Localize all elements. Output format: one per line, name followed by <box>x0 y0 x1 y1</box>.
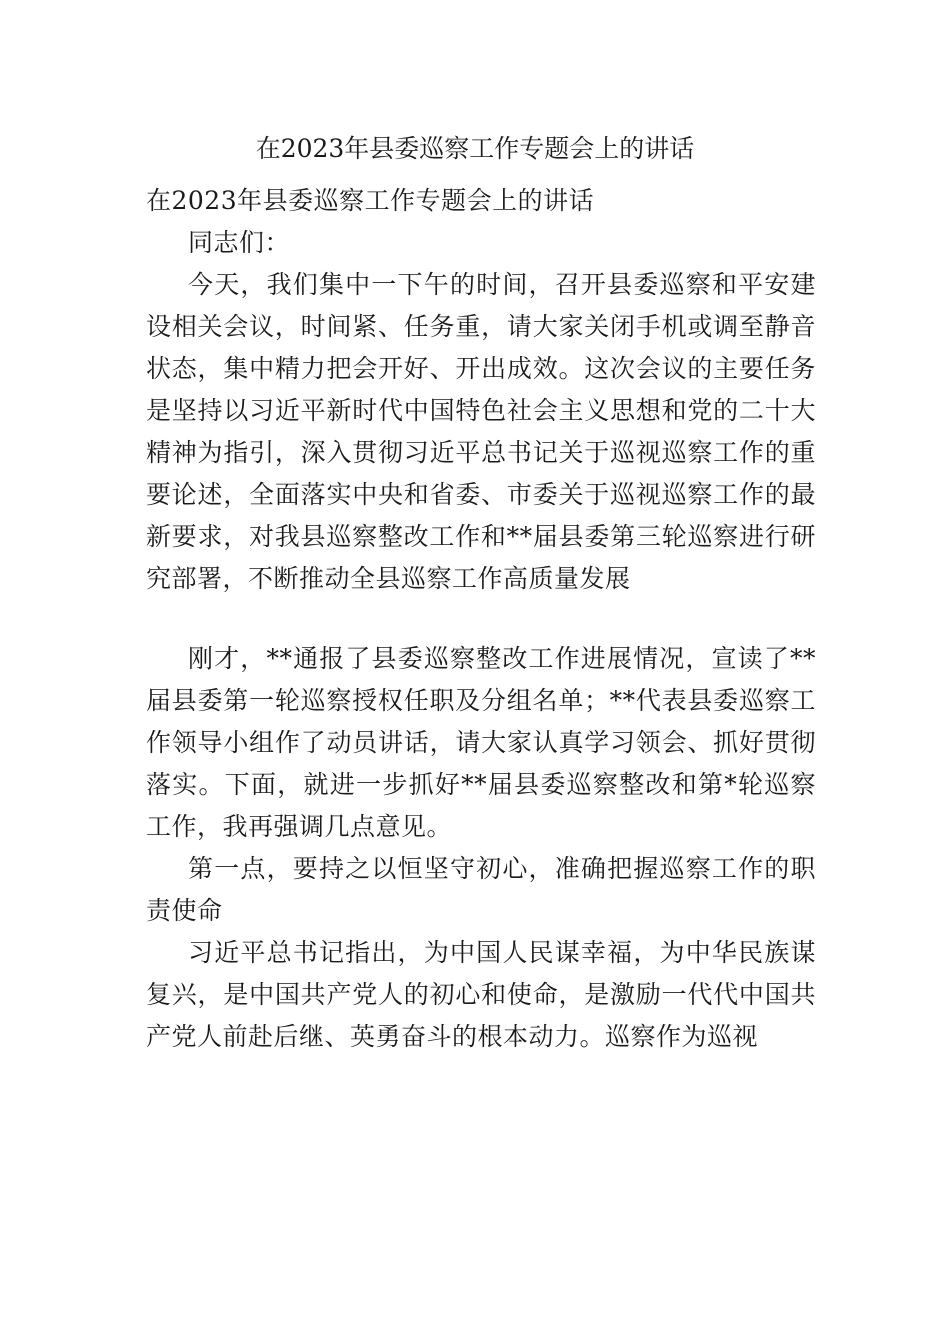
paragraph-report: 刚才，**通报了县委巡察整改工作进展情况，宣读了**届县委第一轮巡察授权任职及分组名单；**代表县委巡察工作领导小组作了动员讲话，请大家认真学习领会、抓好贯彻落实。下面，就进一步抓好**届县委巡察整改和第*轮巡察工作，我再强调几点意见。 <box>146 644 816 841</box>
document-body <box>146 180 816 1058</box>
paragraph-gap <box>146 600 816 638</box>
paragraph-opening: 今天，我们集中一下午的时间，召开县委巡察和平安建设相关会议，时间紧、任务重，请大家关闭手机或调至静音状态，集中精力把会开好、开出成效。这次会议的主要任务是坚持以习近平新时代中国特色社会主义思想和党的二十大精神为指引，深入贯彻习近平总书记关于巡视巡察工作的重要论述，全面落实中央和省委、市委关于巡视巡察工作的最新要求，对我县巡察整改工作和**届县委第三轮巡察进行研究部署，不断推动全县巡察工作高质量发展 <box>146 270 816 593</box>
section-heading-1: 第一点，要持之以恒坚守初心，准确把握巡察工作的职责使命 <box>146 854 816 925</box>
paragraph-section-1: 习近平总书记指出，为中国人民谋幸福，为中华民族谋复兴，是中国共产党人的初心和使命，是激励一代代中国共产党人前赴后继、英勇奋斗的根本动力。巡察作为巡视 <box>146 938 816 1051</box>
document-title: 在2023年县委巡察工作专题会上的讲话 <box>255 134 695 163</box>
document-subtitle: 在2023年县委巡察工作专题会上的讲话 <box>146 186 595 215</box>
greeting: 同志们： <box>188 228 291 257</box>
